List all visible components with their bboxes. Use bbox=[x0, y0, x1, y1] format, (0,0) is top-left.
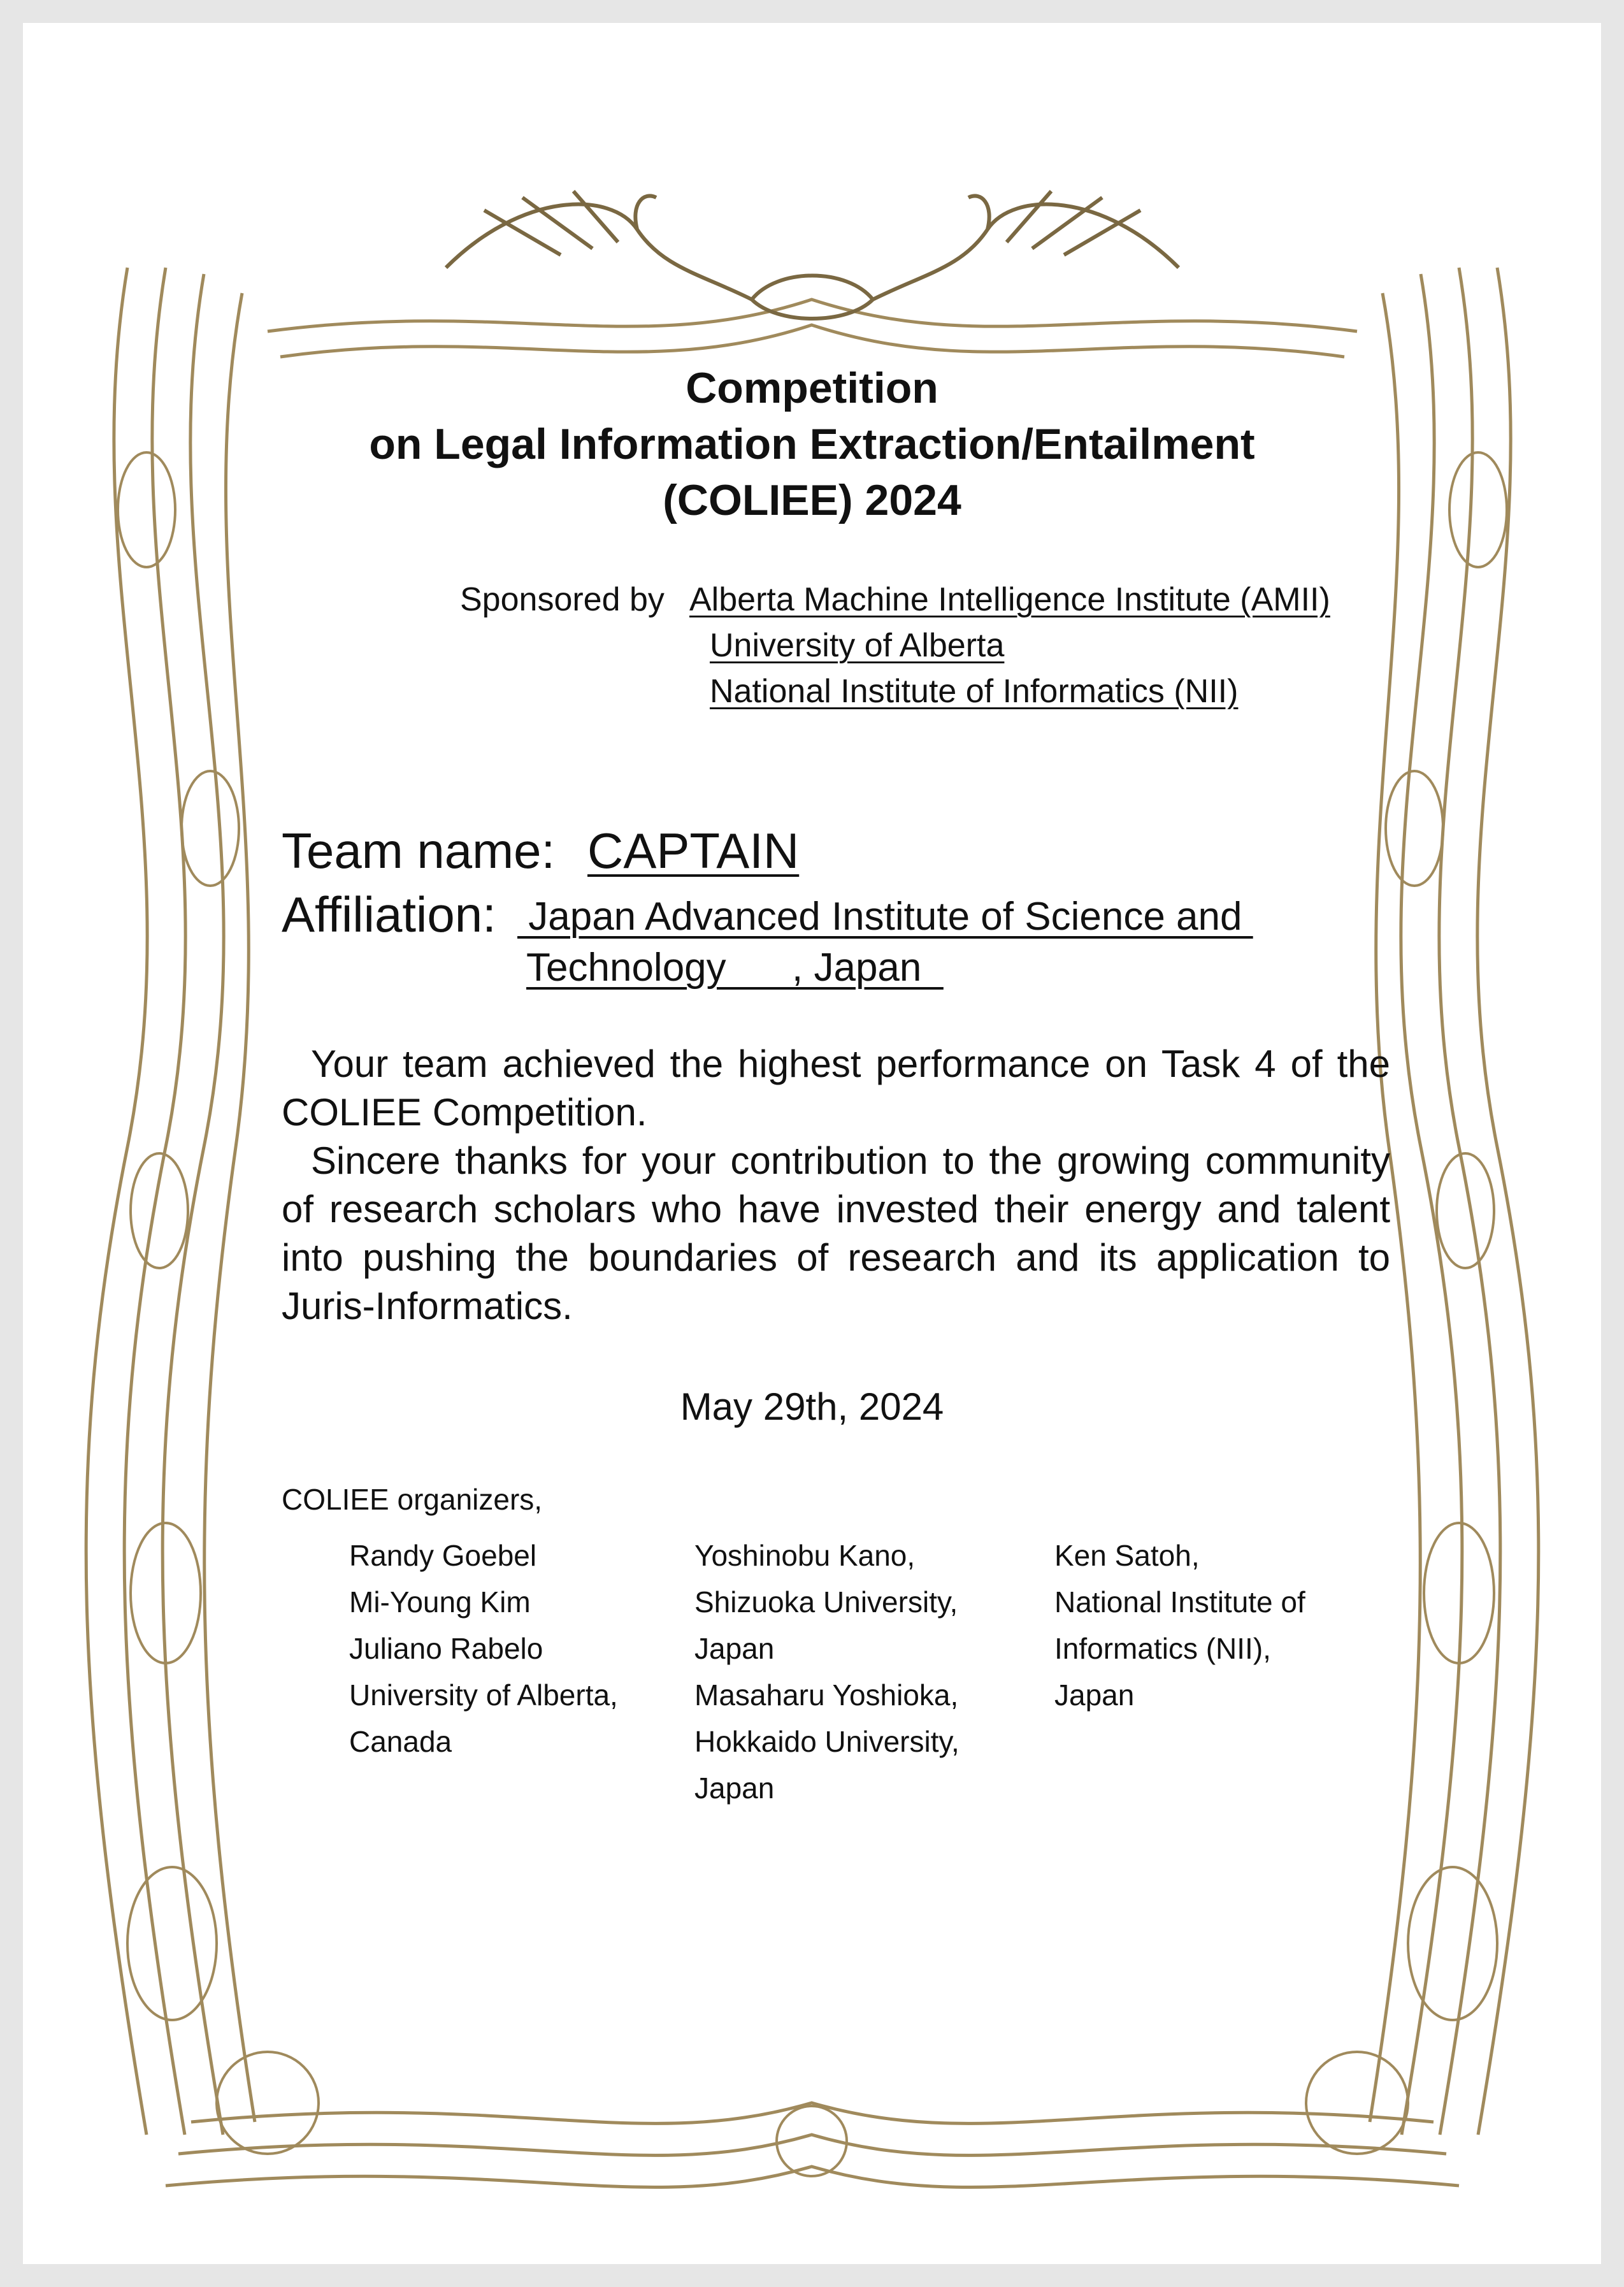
phoenix-left-icon bbox=[446, 191, 752, 299]
organizer-line: Japan bbox=[694, 1632, 775, 1665]
certificate-date: May 29th, 2024 bbox=[680, 1385, 944, 1428]
leaf-motif bbox=[1437, 1153, 1494, 1268]
sponsor-nii: National Institute of Informatics (NII) bbox=[710, 673, 1239, 710]
organizers-column bbox=[694, 1533, 959, 1812]
organizer-line: Japan bbox=[694, 1771, 775, 1805]
organizers-column bbox=[349, 1533, 618, 1765]
left-vine bbox=[162, 274, 224, 2135]
team-name-value: CAPTAIN bbox=[587, 823, 800, 879]
organizer-line: Informatics (NII), bbox=[1054, 1632, 1271, 1665]
body-paragraph-text: Sincere thanks for your contribution to the growing community of research scholars who have invested their energy and talent into pushing the boundaries of research and its application to Juris-Informatics. bbox=[282, 1139, 1390, 1327]
right-vine bbox=[1439, 268, 1500, 2135]
flower-motif bbox=[217, 2052, 319, 2154]
organizers-label: COLIEE organizers, bbox=[282, 1483, 543, 1516]
body-paragraph bbox=[282, 1040, 1390, 1137]
phoenix-right-icon bbox=[873, 191, 1179, 299]
organizer-line: Hokkaido University, bbox=[694, 1725, 959, 1758]
right-vine bbox=[1477, 268, 1539, 2135]
organizer-line: Mi-Young Kim bbox=[349, 1585, 531, 1619]
title-line: on Legal Information Extraction/Entailment bbox=[369, 420, 1255, 468]
body-paragraph-text: Your team achieved the highest performance on Task 4 of the COLIEE Competition. bbox=[282, 1042, 1391, 1134]
center-ornament bbox=[752, 276, 873, 319]
top-vine bbox=[280, 325, 1344, 357]
leaf-motif bbox=[1386, 771, 1443, 886]
bottom-vine bbox=[178, 2135, 1446, 2155]
title-line: (COLIEE) 2024 bbox=[663, 476, 961, 524]
organizer-line: Randy Goebel bbox=[349, 1539, 537, 1572]
organizer-line: Yoshinobu Kano, bbox=[694, 1539, 916, 1572]
left-vine bbox=[205, 293, 255, 2122]
organizer-line: Ken Satoh, bbox=[1054, 1539, 1200, 1572]
organizers-column bbox=[1054, 1533, 1305, 1719]
organizer-line: University of Alberta, bbox=[349, 1678, 618, 1712]
left-vine bbox=[124, 268, 185, 2135]
team-name-label: Team name: bbox=[282, 823, 556, 879]
body-paragraph bbox=[282, 1137, 1390, 1331]
affiliation-value-line2: Technology , Japan bbox=[526, 946, 944, 990]
organizer-line: Juliano Rabelo bbox=[349, 1632, 543, 1665]
affiliation-value-line1: Japan Advanced Institute of Science and bbox=[517, 895, 1253, 939]
organizer-line: Masaharu Yoshioka, bbox=[694, 1678, 959, 1712]
title-line: Competition bbox=[686, 364, 938, 412]
certificate-title bbox=[0, 360, 1624, 528]
certificate-body bbox=[282, 1040, 1390, 1331]
leaf-motif bbox=[127, 1867, 217, 2020]
organizer-line: Canada bbox=[349, 1725, 452, 1758]
leaf-motif bbox=[131, 1153, 188, 1268]
sponsor-amii: Alberta Machine Intelligence Institute (AMII) bbox=[689, 581, 1330, 618]
organizer-line: Shizuoka University, bbox=[694, 1585, 958, 1619]
left-vine bbox=[86, 268, 147, 2135]
sponsor-university-of-alberta: University of Alberta bbox=[710, 627, 1005, 664]
leaf-motif bbox=[1408, 1867, 1497, 2020]
right-vine bbox=[1401, 274, 1462, 2135]
organizer-line: National Institute of bbox=[1054, 1585, 1305, 1619]
organizer-line: Japan bbox=[1054, 1678, 1135, 1712]
affiliation-label: Affiliation: bbox=[282, 886, 496, 942]
leaf-motif bbox=[182, 771, 239, 886]
flower-motif bbox=[1306, 2052, 1408, 2154]
sponsored-by-label: Sponsored by bbox=[460, 581, 665, 618]
